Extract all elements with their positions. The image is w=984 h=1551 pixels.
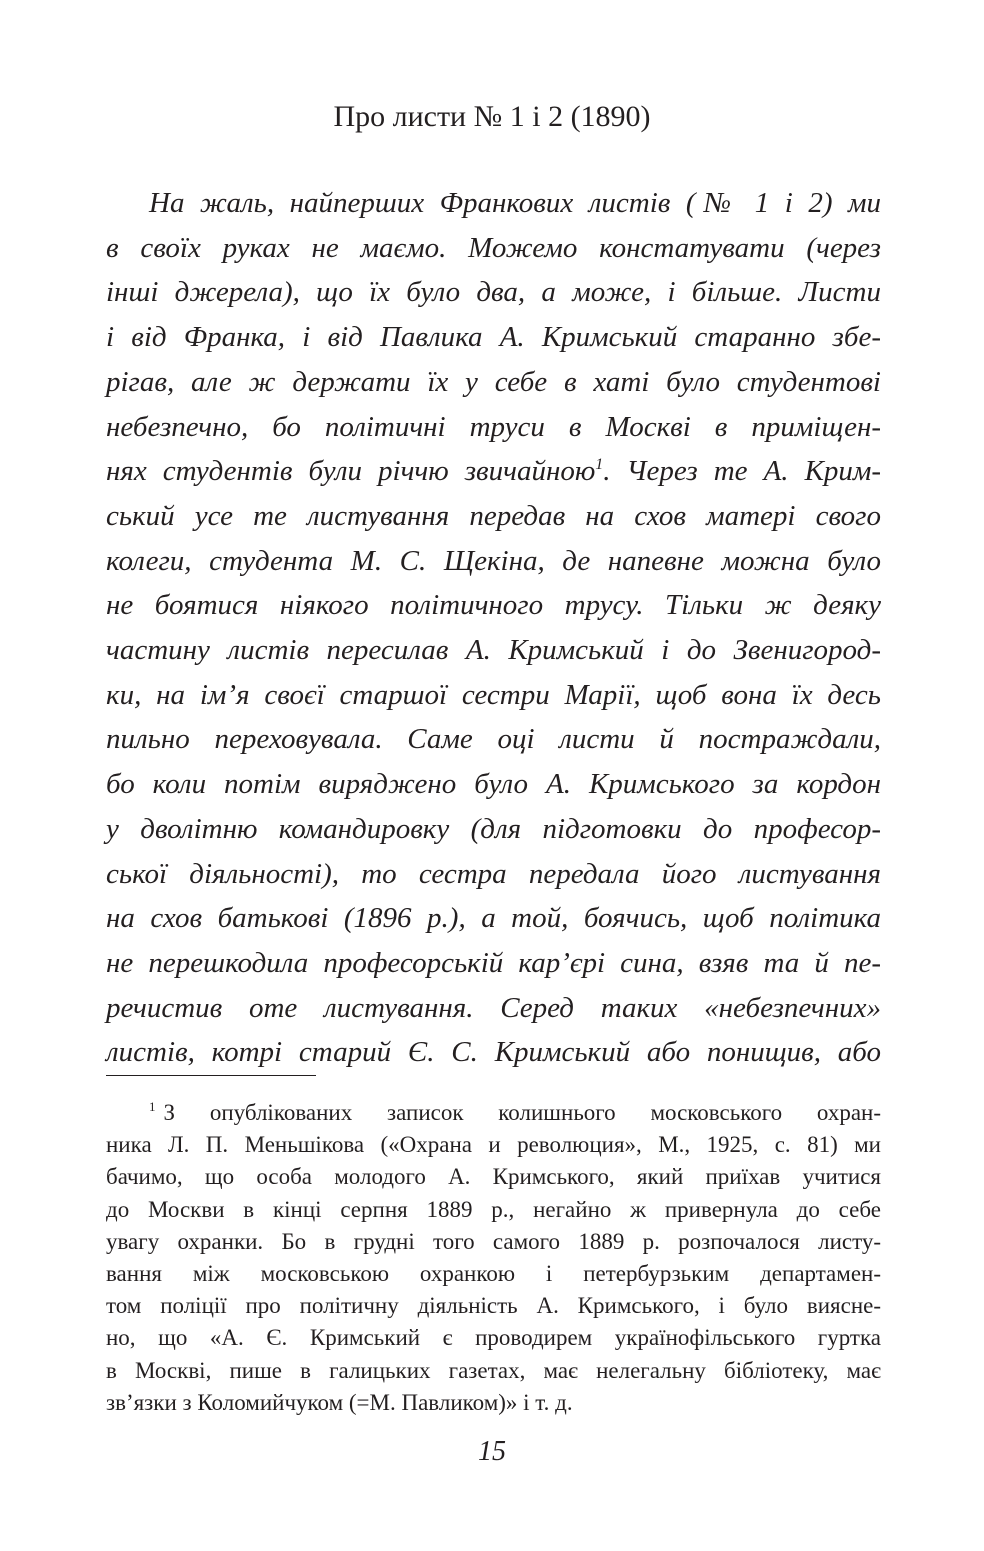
body-line: ський усе те листування передав на схов матері свого (106, 499, 881, 532)
body-line: речистив оте листування. Серед таких «небезпечних» (106, 991, 881, 1024)
footnote-line: увагу охранки. Бо в грудні того самого 1889 р. розпочалося листу- (106, 1228, 881, 1254)
footnote-reference[interactable]: 1 (595, 456, 604, 474)
footnote-line: ника Л. П. Меньшікова («Охрана и революция», М., 1925, с. 81) ми (106, 1132, 881, 1158)
body-line: На жаль, найперших Франкових листів (№ 1 і 2) ми (149, 187, 881, 219)
footnote-line: том поліції про політичну діяльність А. Кримського, і було виясне- (106, 1293, 881, 1319)
footnote (106, 1091, 881, 1419)
body-line: не боятися ніякого політичного трусу. Тільки ж деяку (106, 589, 881, 622)
body-line: бо коли потім виряджено було А. Кримського за кордон (106, 768, 881, 801)
footnote-line: но, що «А. Є. Кримський є проводирем українофільського гуртка (106, 1325, 881, 1351)
body-text (106, 181, 881, 1075)
body-line: і від Франка, і від Павлика А. Кримський старанно збе- (106, 321, 881, 354)
footnote-line (106, 1091, 881, 1129)
body-line: ки, на ім’я своєї старшої сестри Марії, щоб вона їх десь (106, 678, 881, 711)
body-line: ської діяльності), то сестра передала його листування (106, 857, 881, 890)
body-line: на схов батькові (1896 р.), а той, боячись, щоб політика (106, 902, 881, 935)
footnote-line: до Москви в кінці серпня 1889 р., негайно ж привернула до себе (106, 1196, 881, 1222)
footnote-line: вання між московською охранкою і петербурзьким департамен- (106, 1261, 881, 1287)
footnote-line-text: З опублікованих записок колишнього московського охран- (163, 1100, 881, 1125)
page-number: 15 (478, 1436, 506, 1467)
body-line: інші джерела), що їх було два, а може, і більше. Листи (106, 276, 881, 309)
body-line: частину листів пересилав А. Кримський і до Звенигород- (106, 634, 881, 667)
body-line-with-footnote (106, 449, 881, 494)
footnote-line: зв’язки з Коломийчуком (=М. Павликом)» і т. д. (106, 1389, 573, 1415)
body-line: рігав, але ж держати їх у себе в хаті було студентові (106, 365, 881, 398)
body-line: у дволітню командировку (для підготовки до професор- (106, 812, 881, 845)
body-line: пильно переховувала. Саме оці листи й постраждали, (106, 723, 881, 756)
body-line: не перешкодила професорській кар’єрі сина, взяв та й пе- (106, 946, 881, 979)
footnote-divider (106, 1075, 316, 1076)
footnote-line: бачимо, що особа молодого А. Кримського, який приїхав учитися (106, 1164, 881, 1190)
body-line: колеги, студента М. С. Щекіна, де напевне можна було (106, 544, 881, 577)
section-heading: Про листи № 1 і 2 (1890) (333, 100, 651, 133)
footnote-number: 1 (149, 1099, 156, 1114)
body-line-text: нях студентів були річчю звичайною (106, 455, 596, 488)
footnote-line: в Москві, пише в галицьких газетах, має нелегальну бібліотеку, має (106, 1357, 881, 1383)
body-line: небезпечно, бо політичні труси в Москві в приміщен- (106, 410, 881, 443)
body-line: листів, котрі старий Є. С. Кримський або понищив, або (106, 1036, 881, 1069)
body-line-text: . Через те А. Крим- (603, 455, 881, 488)
body-line: в своїх руках не маємо. Можемо констатувати (через (106, 231, 881, 264)
